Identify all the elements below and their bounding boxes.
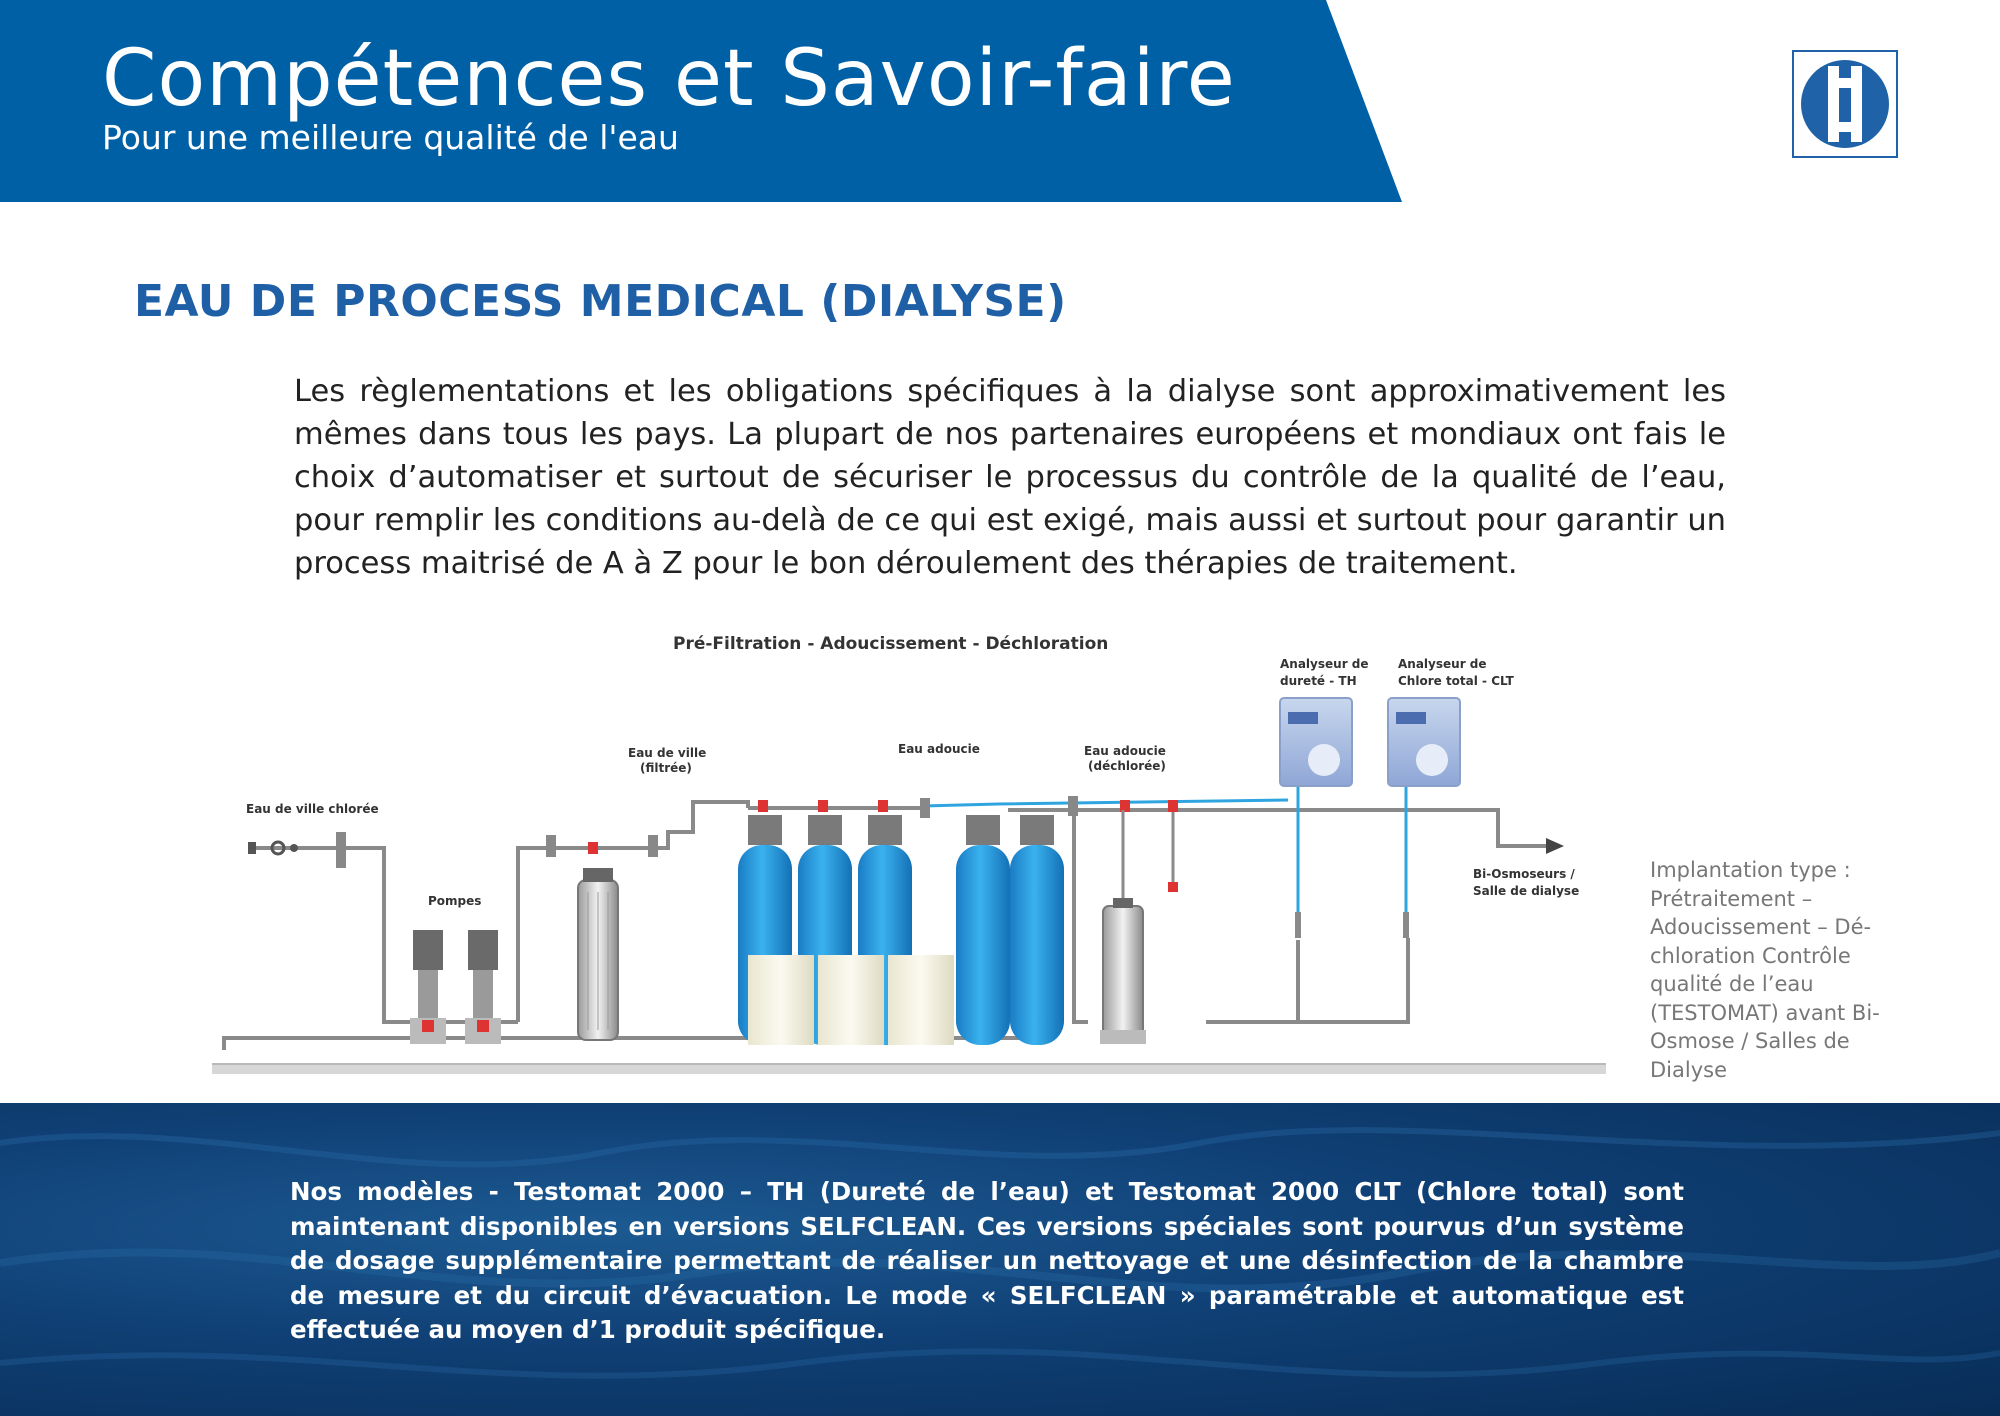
page-title: Compétences et Savoir-faire	[102, 34, 1236, 124]
brine-tanks	[748, 955, 954, 1045]
label-analyzer-clt-2: Chlore total - CLT	[1398, 674, 1514, 688]
label-analyzer-th-1: Analyseur de	[1280, 657, 1369, 671]
label-dechlor-2: (déchlorée)	[1088, 759, 1166, 773]
company-logo-icon	[1792, 50, 1898, 158]
label-outlet-2: Salle de dialyse	[1473, 884, 1580, 898]
label-pumps: Pompes	[428, 894, 482, 908]
label-filtered-2: (filtrée)	[640, 761, 692, 775]
label-analyzer-th-2: dureté - TH	[1280, 674, 1357, 688]
section-title: EAU DE PROCESS MEDICAL (DIALYSE)	[134, 276, 1067, 327]
diagram-caption: Implantation type : Prétraitement – Adoucissement – Dé-chloration Contrôle qualité de l’eau (TESTOMAT) avant Bi-Osmose / Salles de Dialyse	[1650, 858, 1880, 1082]
page-subtitle: Pour une meilleure qualité de l'eau	[102, 118, 679, 157]
prefilter	[578, 868, 618, 1040]
footer-text: Nos modèles - Testomat 2000 – TH (Dureté de l’eau) et Testomat 2000 CLT (Chlore total) sont maintenant disponibles en versions SELFCLEAN. Ces versions spéciales sont pourvus d’un système de dosage supplémentaire permettant de réaliser un nettoyage et une désinfection de la chambre de mesure et du circuit d’évacuation. Le mode « SELFCLEAN » paramétrable et automatique est effectuée au moyen d’1 produit spécifique.	[290, 1177, 1684, 1344]
label-filtered-1: Eau de ville	[628, 746, 707, 760]
diagram-title: Pré-Filtration - Adoucissement - Déchloration	[673, 634, 1109, 654]
pumps	[410, 930, 501, 1044]
final-filter	[1100, 898, 1146, 1044]
label-outlet-1: Bi-Osmoseurs /	[1473, 867, 1575, 881]
footer-band	[0, 1103, 2000, 1416]
analyzer-th	[1280, 698, 1352, 786]
label-inlet: Eau de ville chlorée	[246, 802, 379, 816]
process-diagram	[208, 620, 1608, 1090]
intro-paragraph: Les règlementations et les obligations spécifiques à la dialyse sont approximativement les mêmes dans tous les pays. La plupart de nos partenaires européens et mondiaux ont fais le choix d’automatiser et surtout de sécuriser le processus du contrôle de la qualité de l’eau, pour remplir les conditions au-delà de ce qui est exigé, mais aussi et surtout pour garantir un process maitrisé de A à Z pour le bon déroulement des thérapies de traitement.	[294, 374, 1726, 581]
label-softened: Eau adoucie	[898, 742, 980, 756]
dechlorination-tanks	[956, 815, 1064, 1045]
label-analyzer-clt-1: Analyseur de	[1398, 657, 1487, 671]
label-dechlor-1: Eau adoucie	[1084, 744, 1166, 758]
analyzer-clt	[1388, 698, 1460, 786]
